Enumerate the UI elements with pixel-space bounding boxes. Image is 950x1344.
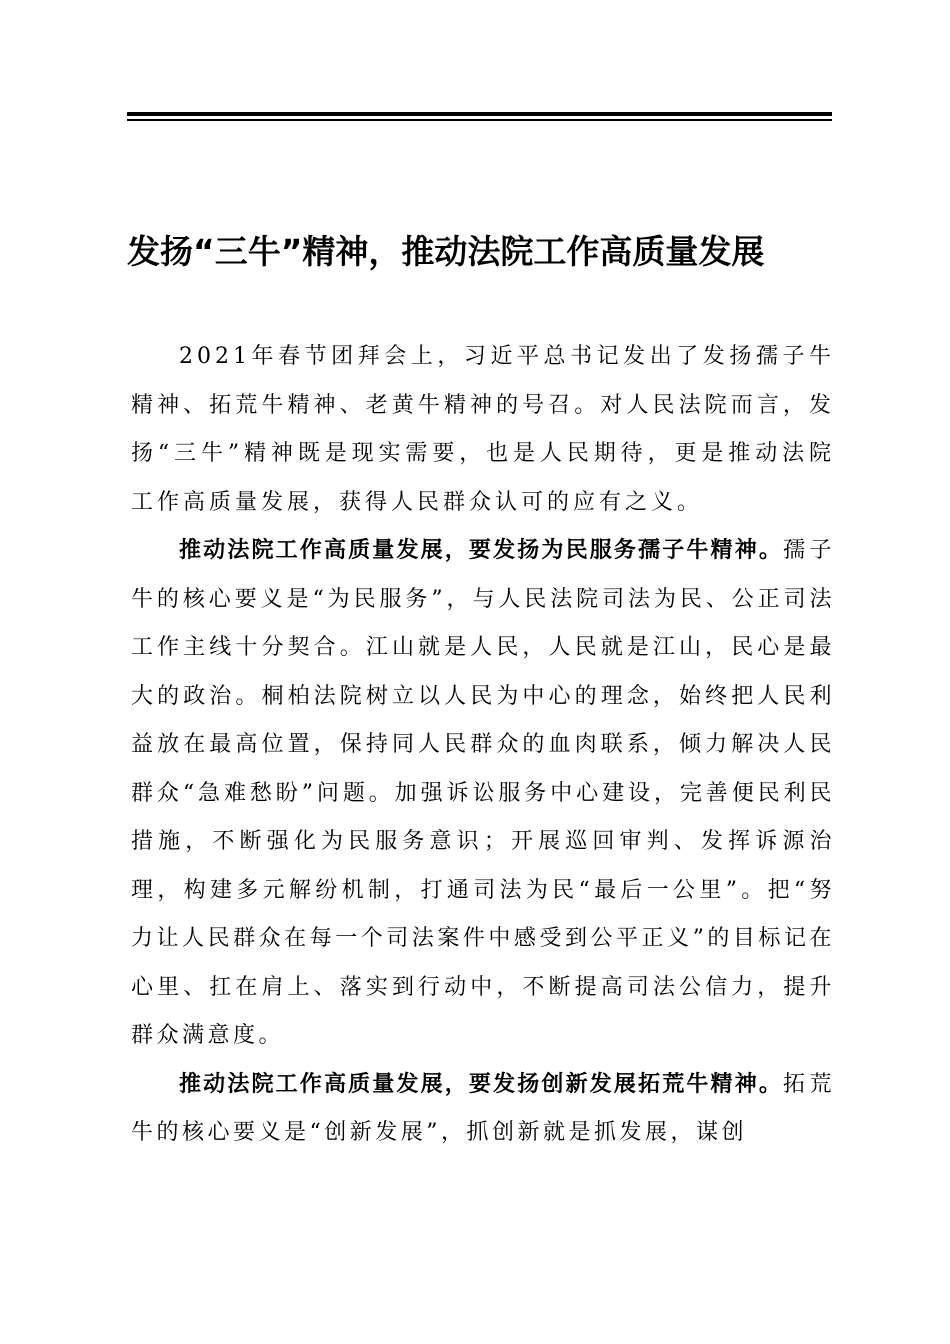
document-body xyxy=(131,333,835,1158)
paragraph-innovation xyxy=(131,1061,835,1158)
document-title: 发扬“三牛”精神，推动法院工作高质量发展 xyxy=(127,232,765,271)
paragraph-service xyxy=(131,527,835,1061)
paragraph-service-text: 孺子牛的核心要义是“为民服务”，与人民法院司法为民、公正司法工作主线十分契合。江山就是人民，人民就是江山，民心是最大的政治。桐柏法院树立以人民为中心的理念，始终把人民利益放在最高位置，保持同人民群众的血肉联系，倾力解决人民群众“急难愁盼”问题。加强诉讼服务中心建设，完善便民利民措施，不断强化为民服务意识；开展巡回审判、发挥诉源治理，构建多元解纷机制，打通司法为民“最后一公里”。把“努力让人民群众在每一个司法案件中感受到公平正义”的目标记在心里、扛在肩上、落实到行动中，不断提高司法公信力，提升群众满意度。 xyxy=(131,538,835,1048)
header-rule-thick xyxy=(127,112,832,116)
paragraph-intro xyxy=(131,333,835,527)
paragraph-innovation-text: 拓荒牛的核心要义是“创新发展”，抓创新就是抓发展，谋创 xyxy=(131,1071,835,1145)
paragraph-intro-text: 2021年春节团拜会上，习近平总书记发出了发扬孺子牛精神、拓荒牛精神、老黄牛精神的号召。对人民法院而言，发扬“三牛”精神既是现实需要，也是人民期待，更是推动法院工作高质量发展，获得人民群众认可的应有之义。 xyxy=(131,344,835,515)
paragraph-service-lead: 推动法院工作高质量发展，要发扬为民服务孺子牛精神。 xyxy=(179,538,784,563)
header-rule-thin xyxy=(127,119,832,121)
paragraph-innovation-lead: 推动法院工作高质量发展，要发扬创新发展拓荒牛精神。 xyxy=(179,1071,784,1097)
